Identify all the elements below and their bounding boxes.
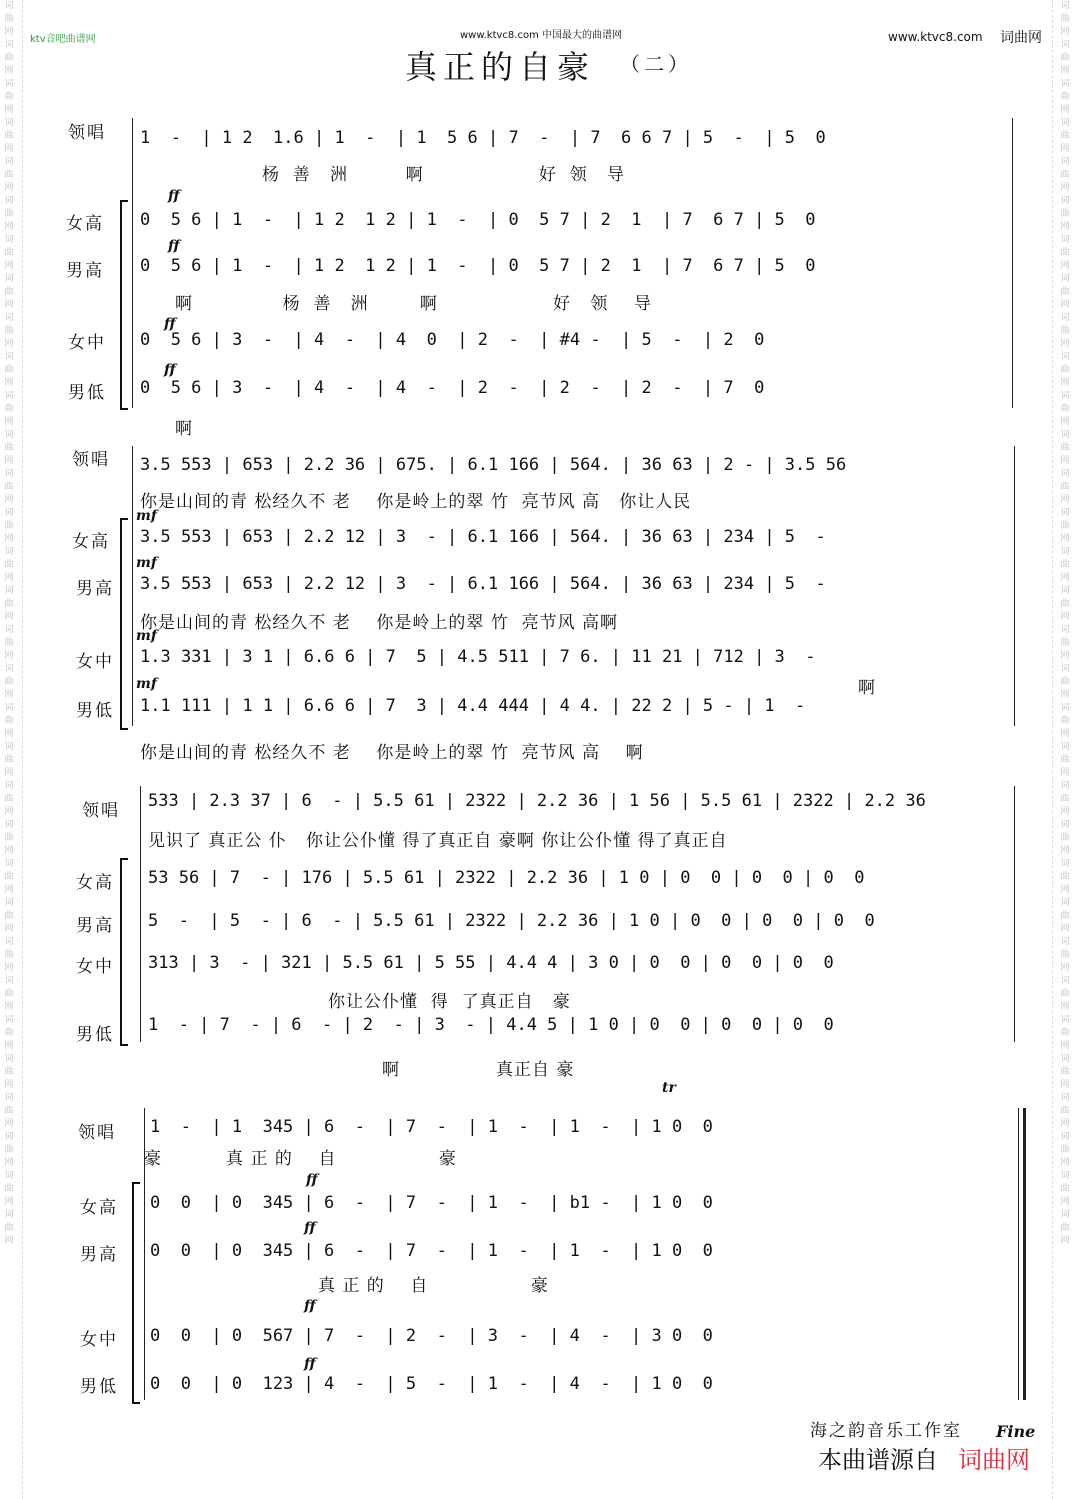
sys4-alto-notes: 0 0 | 0 567 | 7 - | 2 - | 3 - | 4 - | 3 0 0	[150, 1326, 713, 1346]
sys2-end-barline	[1014, 446, 1015, 726]
sys2-lead-notes: 3.5 553 | 653 | 2.2 36 | 675. | 6.1 166 | 564. | 36 63 | 2 - | 3.5 56	[140, 455, 847, 475]
dynamic-ff: ff	[168, 188, 180, 204]
sys3-lead-lyrics: 见识了 真正公 仆 你让公仆懂 得了真正自 豪啊 你让公仆懂 得了真正自	[148, 831, 728, 851]
voice-label-bass: 男低	[80, 1377, 118, 1397]
sys1-mid-lyrics: 啊 杨 善 洲 啊 好 领 导	[175, 294, 652, 314]
sys4-lead-lyrics: 豪 真 正 的 自 豪	[144, 1149, 457, 1169]
sys1-alto-notes: 0 5 6 | 3 - | 4 - | 4 0 | 2 - | #4 - | 5 - | 2 0	[140, 330, 765, 350]
sys1-sop-notes: 0 5 6 | 1 - | 1 2 1 2 | 1 - | 0 5 7 | 2 1 | 7 6 7 | 5 0	[140, 210, 816, 230]
sys4-lead-notes: 1 - | 1 345 | 6 - | 7 - | 1 - | 1 - | 1 0 0	[150, 1117, 713, 1137]
voice-label-ten: 男高	[80, 1245, 118, 1265]
voice-label-lead: 领唱	[68, 123, 106, 143]
sys2-choir-bracket	[120, 518, 128, 730]
voice-label-sop: 女高	[76, 873, 114, 893]
sys2-bass-notes: 1.1 111 | 1 1 | 6.6 6 | 7 3 | 4.4 444 | 4 4. | 22 2 | 5 - | 1 -	[140, 696, 806, 716]
dynamic-mf: mf	[136, 628, 157, 644]
voice-label-alto: 女中	[76, 652, 114, 672]
sys4-bass-notes: 0 0 | 0 123 | 4 - | 5 - | 1 - | 4 - | 1 0 0	[150, 1374, 713, 1394]
voice-label-bass: 男低	[68, 383, 106, 403]
dynamic-mf: mf	[136, 676, 157, 692]
dynamic-ff: ff	[306, 1172, 318, 1188]
voice-label-ten: 男高	[76, 916, 114, 936]
sys4-choir-bracket	[132, 1182, 140, 1404]
voice-label-alto: 女中	[80, 1330, 118, 1350]
sys2-ten-notes: 3.5 553 | 653 | 2.2 12 | 3 - | 6.1 166 | 564. | 36 63 | 234 | 5 -	[140, 574, 826, 594]
sys3-bottom-lyrics: 啊 真正自 豪	[382, 1060, 575, 1080]
sys4-start-barline	[144, 1108, 145, 1400]
voice-label-bass: 男低	[76, 1025, 114, 1045]
sys3-sop-notes: 53 56 | 7 - | 176 | 5.5 61 | 2322 | 2.2 36 | 1 0 | 0 0 | 0 0 | 0 0	[148, 868, 865, 888]
voice-label-alto: 女中	[76, 957, 114, 977]
sys3-bass-notes: 1 - | 7 - | 6 - | 2 - | 3 - | 4.4 5 | 1 0 | 0 0 | 0 0 | 0 0	[148, 1015, 834, 1035]
dynamic-mf: mf	[136, 508, 157, 524]
voice-label-ten: 男高	[66, 261, 104, 281]
voice-label-bass: 男低	[76, 701, 114, 721]
sys1-end-barline	[1012, 118, 1013, 408]
sys3-start-barline	[140, 786, 141, 1042]
sys3-alto-lyrics: 你让公仆懂 得 了真正自 豪	[328, 992, 571, 1012]
right-brand: 词曲网	[1000, 30, 1042, 46]
page-title: 真正的自豪	[405, 48, 596, 86]
source-brand-link[interactable]: 词曲网	[958, 1446, 1030, 1474]
left-guide-line	[22, 0, 23, 1499]
sys2-alto-lyrics: 啊	[858, 678, 876, 698]
sys1-start-barline	[132, 118, 133, 408]
source-label: 本曲谱源自	[818, 1446, 938, 1474]
trill-mark: tr	[662, 1080, 676, 1096]
sys4-ten-notes: 0 0 | 0 345 | 6 - | 7 - | 1 - | 1 - | 1 0 0	[150, 1241, 713, 1261]
dynamic-ff: ff	[304, 1220, 316, 1236]
sys1-choir-bracket	[120, 200, 128, 410]
sys3-end-barline	[1014, 786, 1015, 1042]
right-watermark: 词曲网词曲网词曲网词曲网词曲网词曲网词曲网词曲网词曲网词曲网词曲网词曲网词曲网词曲网词曲网词曲网词曲网词曲网词曲网词曲网词曲网词曲网词曲网词曲网词曲网词曲网词曲网词曲网词曲网词曲网词曲网词曲网	[1060, 1, 1070, 1246]
right-site-link[interactable]: www.ktvc8.com	[888, 30, 983, 44]
sys3-lead-notes: 533 | 2.3 37 | 6 - | 5.5 61 | 2322 | 2.2 36 | 1 56 | 5.5 61 | 2322 | 2.2 36	[148, 791, 926, 811]
sys2-alto-notes: 1.3 331 | 3 1 | 6.6 6 | 7 5 | 4.5 511 | 7 6. | 11 21 | 712 | 3 -	[140, 647, 816, 667]
dynamic-ff: ff	[164, 316, 176, 332]
dynamic-ff: ff	[304, 1298, 316, 1314]
sys3-choir-bracket	[120, 858, 128, 1046]
left-watermark: 词曲网词曲网词曲网词曲网词曲网词曲网词曲网词曲网词曲网词曲网词曲网词曲网词曲网词曲网词曲网词曲网词曲网词曲网词曲网词曲网词曲网词曲网词曲网词曲网词曲网词曲网词曲网词曲网词曲网词曲网词曲网词曲网	[4, 1, 14, 1246]
sys1-bass-notes: 0 5 6 | 3 - | 4 - | 4 - | 2 - | 2 - | 2 - | 7 0	[140, 378, 765, 398]
voice-label-lead: 领唱	[72, 450, 110, 470]
dynamic-mf: mf	[136, 555, 157, 571]
dynamic-ff: ff	[168, 238, 180, 254]
voice-label-sop: 女高	[66, 214, 104, 234]
final-barline-thick	[1023, 1108, 1026, 1400]
voice-label-alto: 女中	[68, 333, 106, 353]
sys2-mid-lyrics: 你是山间的青 松经久不 老 你是岭上的翠 竹 亮节风 高啊	[140, 613, 619, 633]
sys2-lead-lyrics: 你是山间的青 松经久不 老 你是岭上的翠 竹 亮节风 高 你让人民	[140, 492, 692, 512]
fine-mark: Fine	[996, 1422, 1036, 1441]
sys3-alto-notes: 313 | 3 - | 321 | 5.5 61 | 5 55 | 4.4 4 | 3 0 | 0 0 | 0 0 | 0 0	[148, 953, 834, 973]
sys2-start-barline	[132, 446, 133, 726]
sys2-sop-notes: 3.5 553 | 653 | 2.2 12 | 3 - | 6.1 166 | 564. | 36 63 | 234 | 5 -	[140, 527, 826, 547]
sys1-lead-notes: 1 - | 1 2 1.6 | 1 - | 1 5 6 | 7 - | 7 6 6 7 | 5 - | 5 0	[140, 128, 826, 148]
dynamic-ff: ff	[304, 1356, 316, 1372]
sys2-bottom-lyrics: 你是山间的青 松经久不 老 你是岭上的翠 竹 亮节风 高 啊	[140, 743, 644, 763]
voice-label-lead: 领唱	[78, 1123, 116, 1143]
final-barline-thin	[1018, 1108, 1019, 1400]
sys1-ten-notes: 0 5 6 | 1 - | 1 2 1 2 | 1 - | 0 5 7 | 2 1 | 7 6 7 | 5 0	[140, 256, 816, 276]
dynamic-ff: ff	[164, 362, 176, 378]
left-site-link[interactable]: ktv音吧曲谱网	[30, 34, 96, 45]
voice-label-ten: 男高	[76, 579, 114, 599]
right-guide-line	[1052, 0, 1053, 1499]
voice-label-lead: 领唱	[82, 801, 120, 821]
sys1-bottom-lyrics: 啊	[175, 419, 193, 439]
sys4-sop-notes: 0 0 | 0 345 | 6 - | 7 - | 1 - | b1 - | 1 0 0	[150, 1193, 713, 1213]
sys4-mid-lyrics: 真 正 的 自 豪	[318, 1276, 549, 1296]
voice-label-sop: 女高	[80, 1198, 118, 1218]
sys1-lead-lyrics: 杨 善 洲 啊 好 领 导	[262, 165, 625, 185]
studio-credit: 海之韵音乐工作室	[810, 1421, 962, 1441]
page-subtitle: （二）	[620, 52, 692, 76]
sys3-ten-notes: 5 - | 5 - | 6 - | 5.5 61 | 2322 | 2.2 36 | 1 0 | 0 0 | 0 0 | 0 0	[148, 911, 875, 931]
center-site-text: www.ktvc8.com 中国最大的曲谱网	[460, 30, 623, 41]
voice-label-sop: 女高	[72, 532, 110, 552]
